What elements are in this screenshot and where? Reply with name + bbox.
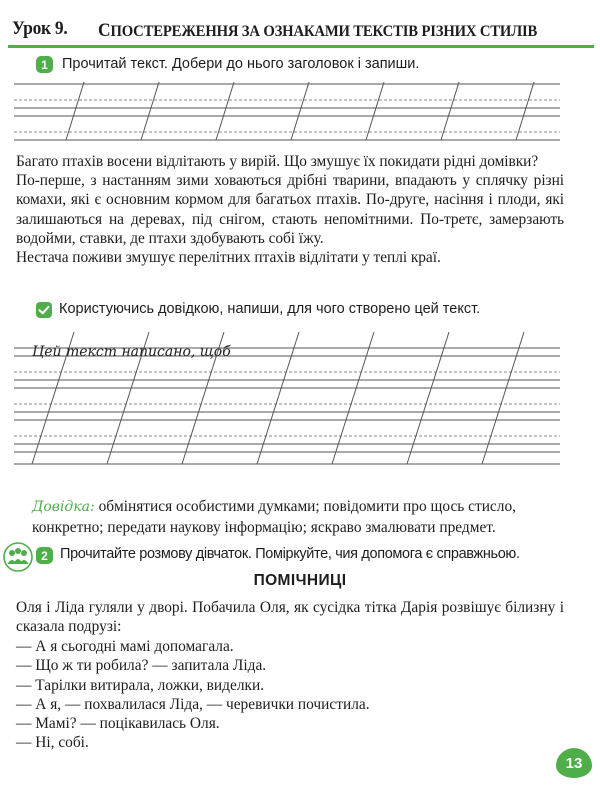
hint-text: обмінятися особистими думками; повідомити про щось стисло, конкретно; передати наукову інформацію; яскраво змалювати предмет.: [32, 498, 516, 536]
task-number-badge: 1: [36, 56, 53, 73]
writing-grid-title: [14, 78, 560, 142]
hint-block: [32, 497, 562, 537]
page-number: 13: [556, 748, 592, 778]
task2-instruction: Прочитайте розмову дівчаток. Поміркуйте, чия допомога є справжньою.: [60, 546, 520, 562]
subtask-instruction: Користуючись довідкою, напиши, для чого створено цей текст.: [59, 301, 481, 317]
paragraph: Багато птахів восени відлітають у вирій. Що змушує їх покидати рідні домівки?: [16, 153, 539, 170]
group-work-icon: [3, 542, 33, 572]
dialogue-line: — Що ж ти робила? — запитала Ліда.: [16, 657, 267, 675]
lesson-number: Урок 9.: [12, 18, 68, 39]
dialogue-line: — Ні, собі.: [16, 734, 89, 752]
paragraph: По-перше, з настанням зими ховаються дрібні тварини, впадають у сплячку різні комахи, які є основним кормом для багатьох птахів. По-друге, насіння і плоди, які залишаються на деревах, під снігом, стають непомітними. По-третє, замерзають водойми, ставки, де птахи здобувають собі їжу.: [16, 172, 564, 247]
task-number-badge: 2: [36, 547, 53, 564]
dialogue: [16, 637, 564, 753]
dialogue-line: — Тарілки витирала, ложки, виделки.: [16, 676, 265, 694]
lesson-title-initial: С: [98, 20, 111, 41]
check-icon: [36, 302, 52, 318]
story-title: ПОМІЧНИЦІ: [253, 572, 347, 589]
dialogue-line: — А я сьогодні мамі допомагала.: [16, 638, 234, 655]
header-divider: [8, 45, 594, 48]
dialogue-line: — А я, — похвалилася Ліда, — черевички почистила.: [16, 695, 370, 713]
hint-label: Довідка:: [32, 499, 95, 515]
lesson-title-rest: ПОСТЕРЕЖЕННЯ ЗА ОЗНАКАМИ ТЕКСТІВ РІЗНИХ СТИЛІВ: [110, 23, 538, 40]
paragraph: Нестача поживи змушує перелітних птахів відлітати у теплі краї.: [16, 249, 441, 267]
dialogue-line: — Мамі? — поцікавилась Оля.: [16, 715, 220, 733]
lesson-title: [98, 20, 537, 42]
task1-instruction: Прочитай текст. Добери до нього заголовок і запиши.: [62, 56, 420, 72]
story-intro: Оля і Ліда гуляли у дворі. Побачила Оля, як сусідка тітка Дарія розвішує білизну і сказала подрузі:: [16, 599, 564, 636]
answer-start-text: Цей текст написано, щоб: [32, 344, 231, 360]
reading-text: [16, 152, 564, 267]
